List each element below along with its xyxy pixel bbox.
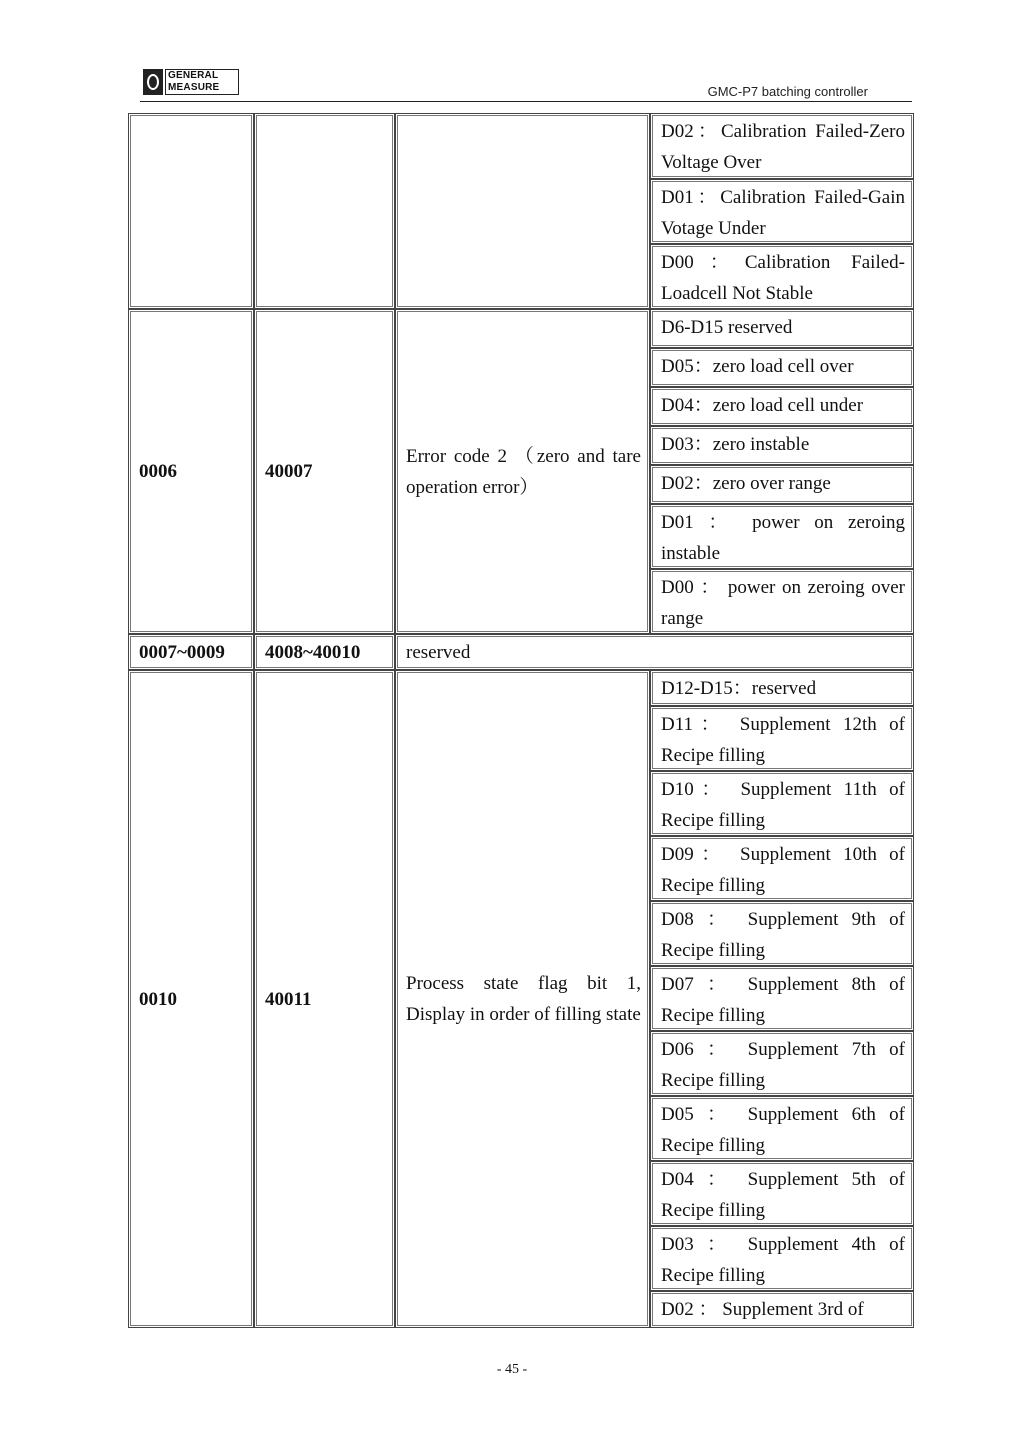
register-cell-continued [254, 113, 395, 309]
bit-cell: D11： Supplement 12th of Recipe filling [650, 706, 914, 771]
address-cell: 0010 [128, 670, 254, 1328]
address-cell: 0007~0009 [128, 634, 254, 670]
bit-cell: D03：zero instable [650, 426, 914, 465]
bit-cell: D6-D15 reserved [650, 309, 914, 348]
bit-cell: D04：zero load cell under [650, 387, 914, 426]
logo-line-2: MEASURE [168, 82, 220, 93]
bit-cell: D12-D15：reserved [650, 670, 914, 706]
bit-cell: D01 ： power on zeroing instable [650, 504, 914, 569]
page-number: - 45 - [496, 1362, 528, 1377]
bit-cell: D09： Supplement 10th of Recipe filling [650, 836, 914, 901]
address-cell-continued [128, 113, 254, 309]
description-cell [395, 309, 650, 634]
description-text: Error code 2 （zero and tare operation error） [406, 445, 641, 498]
register-cell: 40007 [254, 309, 395, 634]
description-text: Process state flag bit 1, Display in order of filling state [406, 973, 641, 1025]
description-cell-continued [395, 113, 650, 309]
page-header [140, 66, 912, 104]
description-cell: reserved [395, 634, 914, 670]
bit-cell: D01：Calibration Failed-Gain Votage Under [650, 179, 914, 244]
register-cell: 40011 [254, 670, 395, 1328]
bit-cell: D02 ： Supplement 3rd of [650, 1291, 914, 1328]
company-logo [143, 69, 239, 95]
bit-cell: D05 ： Supplement 6th of Recipe filling [650, 1096, 914, 1161]
bit-cell: D08 ： Supplement 9th of Recipe filling [650, 901, 914, 966]
register-table [128, 113, 914, 1328]
address-cell: 0006 [128, 309, 254, 634]
header-divider [140, 101, 912, 102]
bit-cell: D03 ： Supplement 4th of Recipe filling [650, 1226, 914, 1291]
bit-cell: D00 ： power on zeroing over range [650, 569, 914, 634]
logo-wordmark [165, 69, 239, 95]
logo-line-1: GENERAL [168, 70, 219, 81]
bit-cell: D07 ： Supplement 8th of Recipe filling [650, 966, 914, 1031]
bit-cell: D10： Supplement 11th of Recipe filling [650, 771, 914, 836]
description-cell [395, 670, 650, 1328]
bit-cell: D00：Calibration Failed-Loadcell Not Stable [650, 244, 914, 309]
document-title: GMC-P7 batching controller [707, 84, 868, 99]
bit-cell: D06 ： Supplement 7th of Recipe filling [650, 1031, 914, 1096]
bit-cell: D05：zero load cell over [650, 348, 914, 387]
register-cell: 4008~40010 [254, 634, 395, 670]
bit-cell: D04 ： Supplement 5th of Recipe filling [650, 1161, 914, 1226]
logo-emblem-icon [143, 69, 163, 95]
bit-cell: D02：zero over range [650, 465, 914, 504]
bit-cell: D02：Calibration Failed-Zero Voltage Over [650, 113, 914, 179]
